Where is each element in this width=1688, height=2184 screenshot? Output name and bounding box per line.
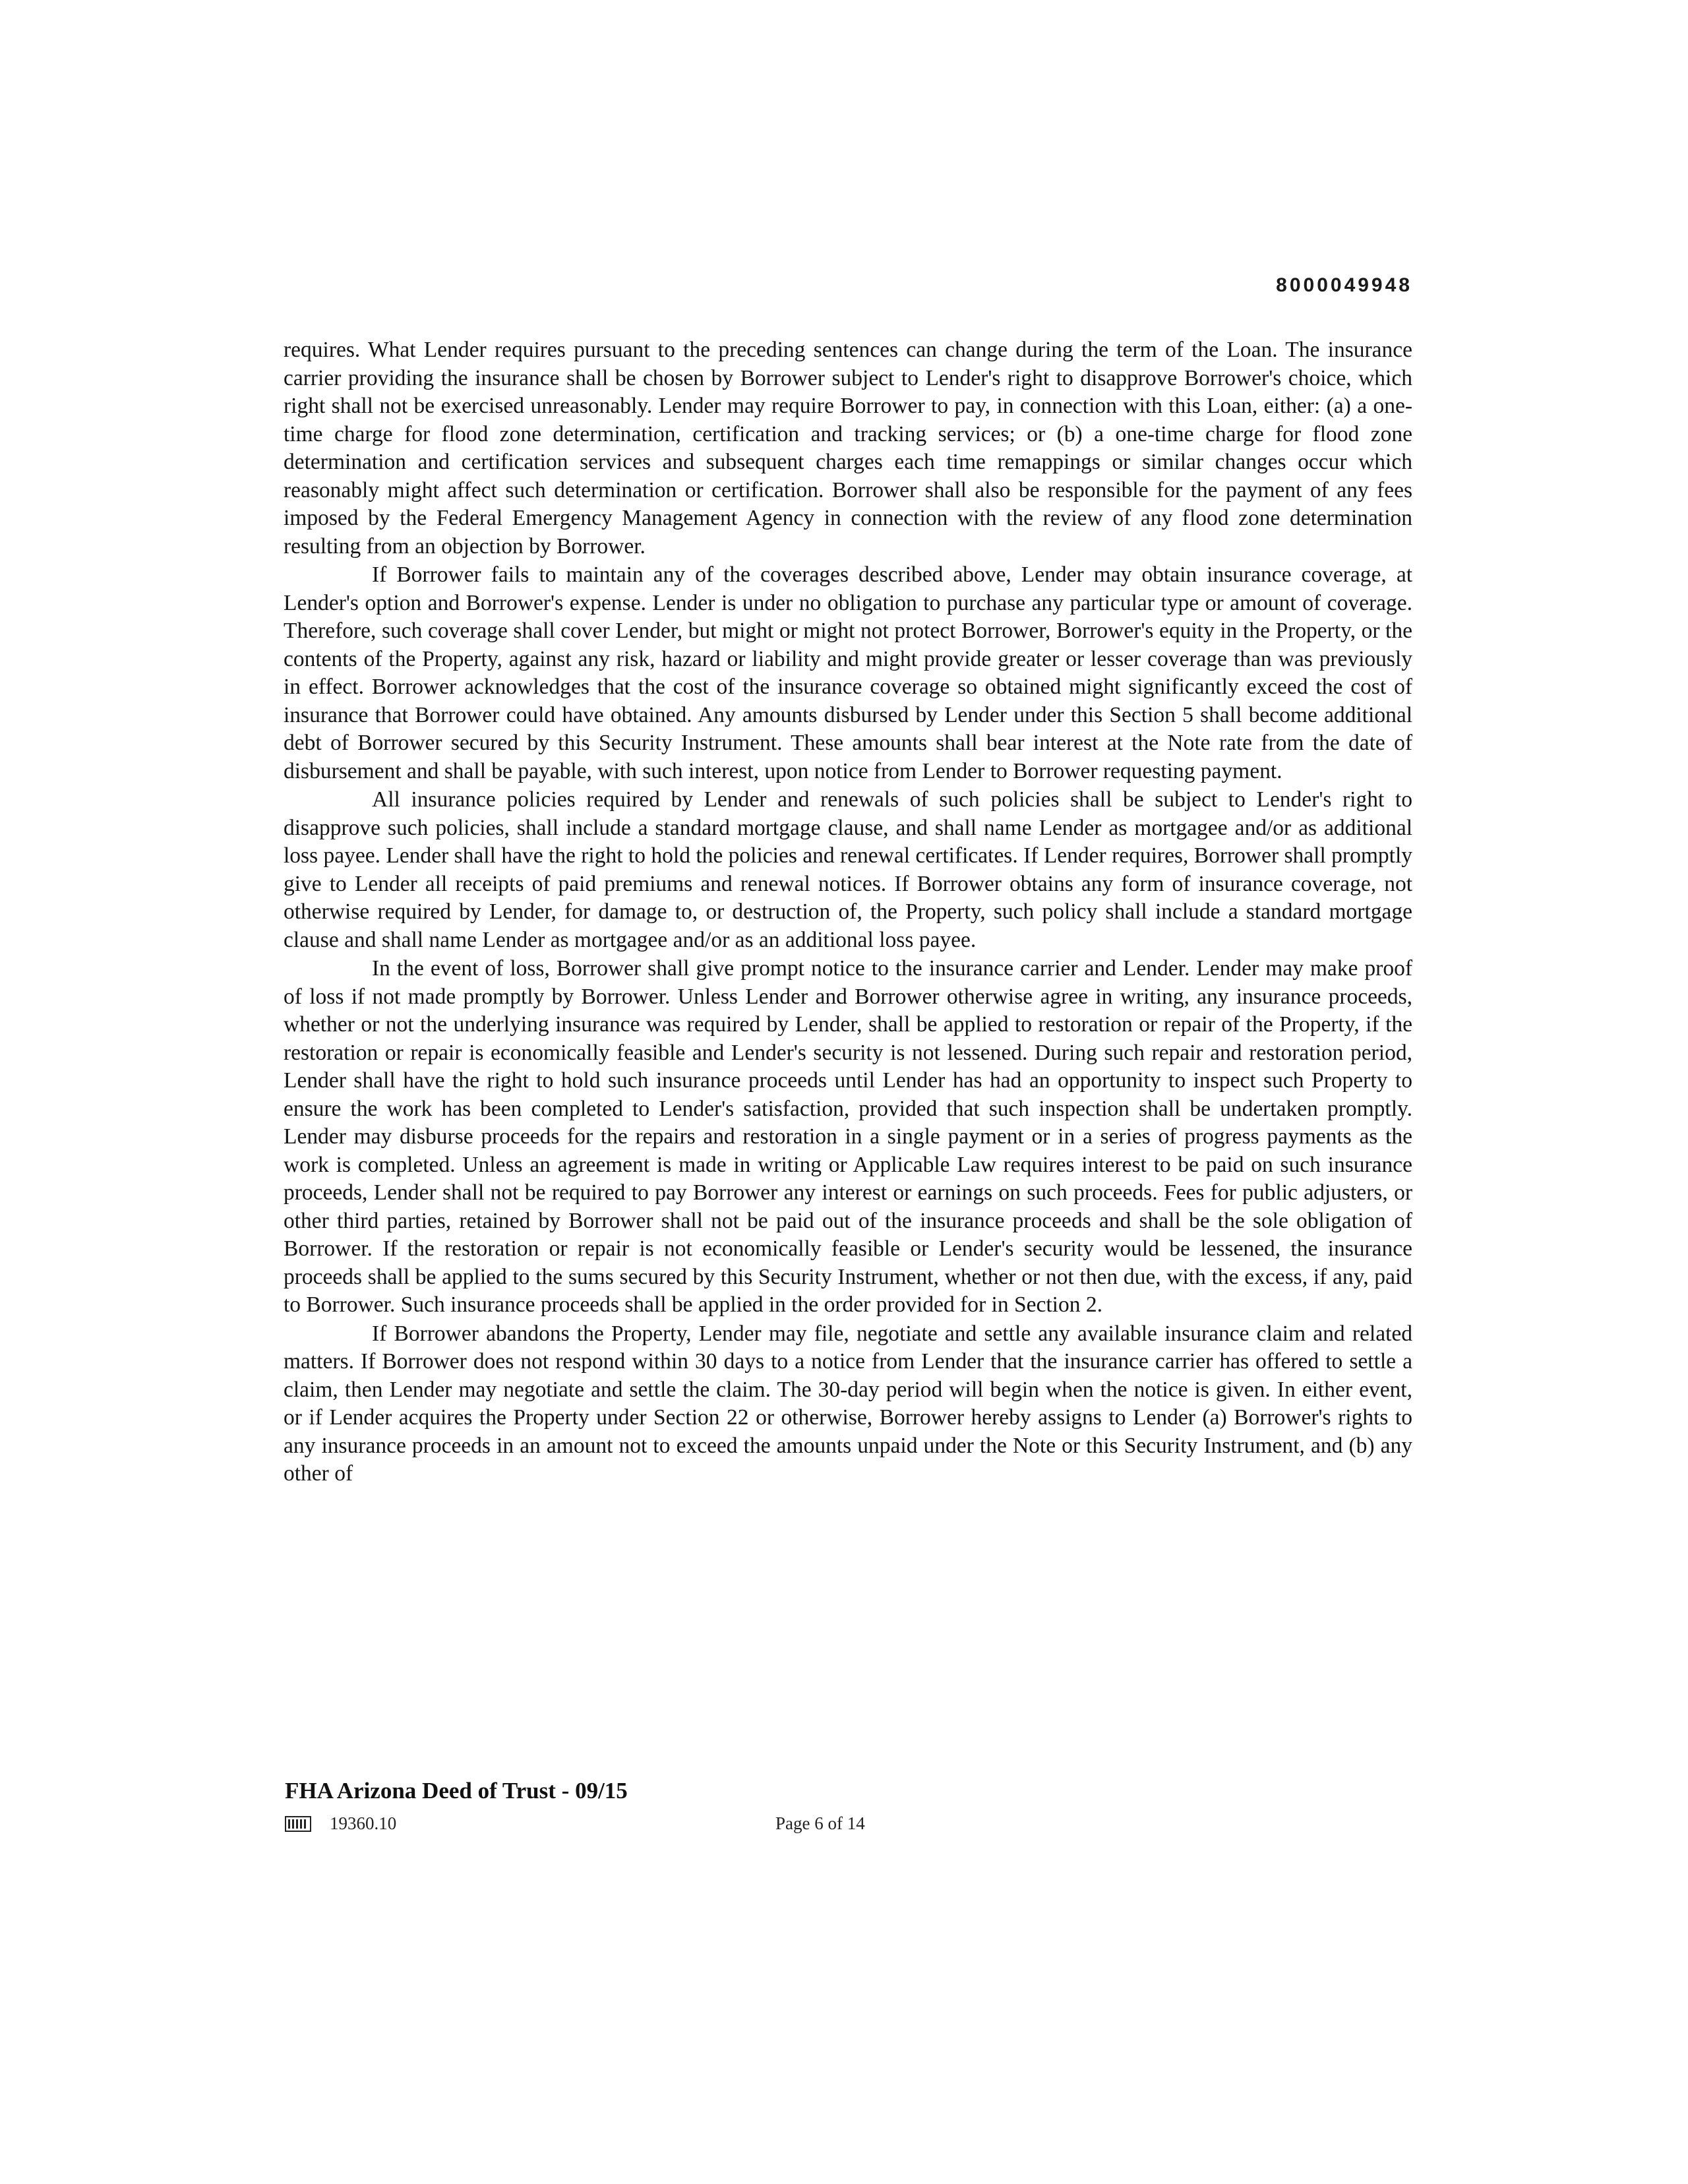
page-number: Page 6 of 14 [775, 1813, 865, 1833]
form-code: 19360.10 [330, 1813, 397, 1833]
loan-number: 8000049948 [1276, 274, 1412, 296]
paragraph-insurance-policies: All insurance policies required by Lender and renewals of such policies shall be subject to Lender's right to disapprove such policies, shall include a standard mortgage clause, and shall name Lender as mortgagee and/or as additional loss payee. Lender shall have the right to hold the policies and renewal certificates. If Lender requires, Borrower shall promptly give to Lender all receipts of paid premiums and renewal notices. If Borrower obtains any form of insurance coverage, not otherwise required by Lender, for damage to, or destruction of, the Property, such policy shall include a standard mortgage clause and shall name Lender as mortgagee and/or as an additional loss payee. [284, 787, 1412, 952]
ellie-mae-ex-logo-icon [285, 1816, 311, 1832]
paragraph-abandonment: If Borrower abandons the Property, Lender may file, negotiate and settle any available insurance claim and related matters. If Borrower does not respond within 30 days to a notice from Lender that the insurance carrier has offered to settle a claim, then Lender may negotiate and settle the claim. The 30-day period will begin when the notice is given. In either event, or if Lender acquires the Property under Section 22 or otherwise, Borrower hereby assigns to Lender (a) Borrower's rights to any insurance proceeds in an amount not to exceed the amounts unpaid under the Note or this Security Instrument, and (b) any other of [284, 1321, 1412, 1486]
paragraph-lender-coverage: If Borrower fails to maintain any of the coverages described above, Lender may obtain insurance coverage, at Lender's option and Borrower's expense. Lender is under no obligation to purchase any particular type or amount of coverage. Therefore, such coverage shall cover Lender, but might or might not protect Borrower, Borrower's equity in the Property, or the contents of the Property, against any risk, hazard or liability and might provide greater or lesser coverage than was previously in effect. Borrower acknowledges that the cost of the insurance coverage so obtained might significantly exceed the cost of insurance that Borrower could have obtained. Any amounts disbursed by Lender under this Section 5 shall become additional debt of Borrower secured by this Security Instrument. These amounts shall bear interest at the Note rate from the date of disbursement and shall be payable, with such interest, upon notice from Lender to Borrower requesting payment. [284, 562, 1412, 783]
form-title: FHA Arizona Deed of Trust - 09/15 [285, 1778, 628, 1804]
document-body [284, 336, 1412, 1489]
paragraph-event-of-loss: In the event of loss, Borrower shall give prompt notice to the insurance carrier and Lender. Lender may make proof of loss if not made promptly by Borrower. Unless Lender and Borrower otherwise agree in writing, any insurance proceeds, whether or not the underlying insurance was required by Lender, shall be applied to restoration or repair of the Property, if the restoration or repair is economically feasible and Lender's security is not lessened. During such repair and restoration period, Lender shall have the right to hold such insurance proceeds until Lender has had an opportunity to inspect such Property to ensure the work has been completed to Lender's satisfaction, provided that such inspection shall be undertaken promptly. Lender may disburse proceeds for the repairs and restoration in a single payment or in a series of progress payments as the work is completed. Unless an agreement is made in writing or Applicable Law requires interest to be paid on such insurance proceeds, Lender shall not be required to pay Borrower any interest or earnings on such proceeds. Fees for public adjusters, or other third parties, retained by Borrower shall not be paid out of the insurance proceeds and shall be the sole obligation of Borrower. If the restoration or repair is not economically feasible or Lender's security would be lessened, the insurance proceeds shall be applied to the sums secured by this Security Instrument, whether or not then due, with the excess, if any, paid to Borrower. Such insurance proceeds shall be applied in the order provided for in Section 2. [284, 956, 1412, 1317]
form-code-line [285, 1813, 396, 1834]
paragraph-continued: requires. What Lender requires pursuant to the preceding sentences can change during the term of the Loan. The insurance carrier providing the insurance shall be chosen by Borrower subject to Lender's right to disapprove Borrower's choice, which right shall not be exercised unreasonably. Lender may require Borrower to pay, in connection with this Loan, either: (a) a one-time charge for flood zone determination, certification and tracking services; or (b) a one-time charge for flood zone determination and certification services and subsequent charges each time remappings or similar changes occur which reasonably might affect such determination or certification. Borrower shall also be responsible for the payment of any fees imposed by the Federal Emergency Management Agency in connection with the review of any flood zone determination resulting from an objection by Borrower. [284, 338, 1412, 559]
